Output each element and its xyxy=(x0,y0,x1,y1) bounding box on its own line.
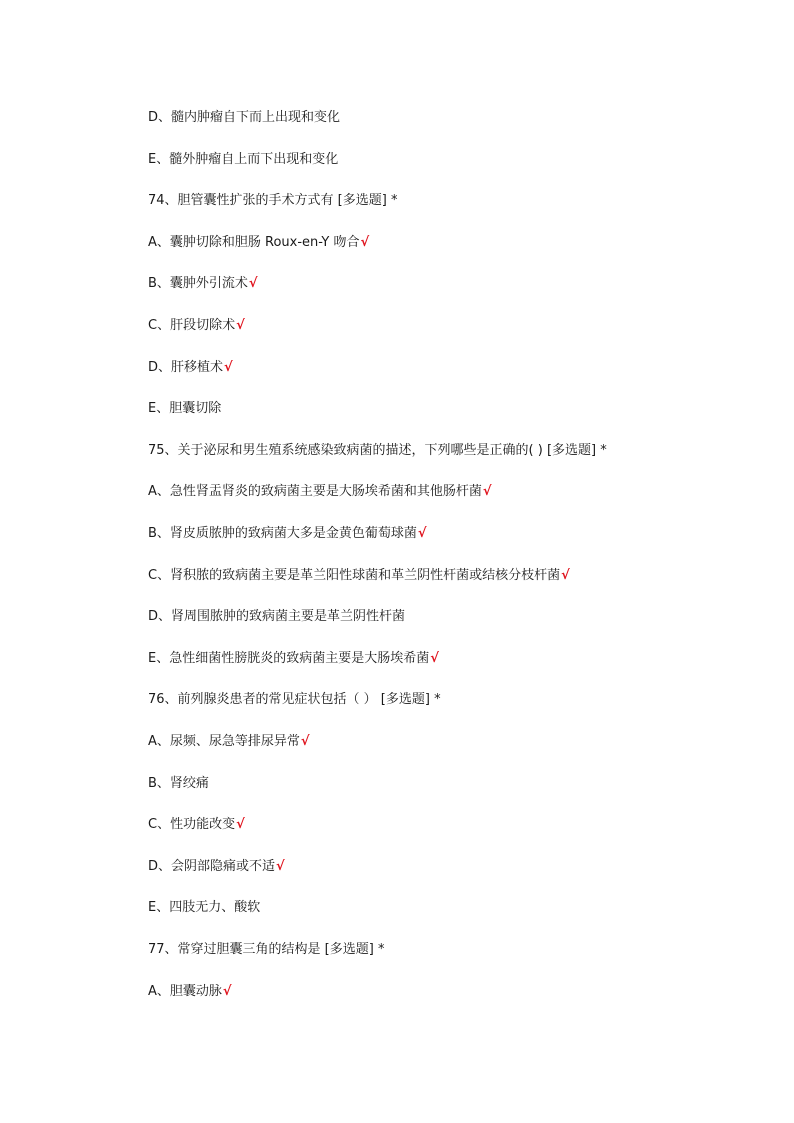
option-text: A、急性肾盂肾炎的致病菌主要是大肠埃希菌和其他肠杆菌 xyxy=(148,484,482,499)
correct-check-mark: √ xyxy=(360,235,370,250)
option-line xyxy=(148,608,406,626)
option-line xyxy=(148,983,232,1001)
correct-check-mark: √ xyxy=(276,859,285,874)
question-text: 75、关于泌尿和男生殖系统感染致病菌的描述，下列哪些是正确的( ) [多选题] * xyxy=(148,443,607,458)
correct-check-mark: √ xyxy=(417,526,427,541)
correct-check-mark: √ xyxy=(224,360,233,375)
option-line xyxy=(148,109,341,127)
option-text: D、髓内肿瘤自下而上出现和变化 xyxy=(148,110,341,125)
option-text: E、四肢无力、酸软 xyxy=(148,900,261,915)
option-text: E、急性细菌性膀胱炎的致病菌主要是大肠埃希菌 xyxy=(148,651,430,666)
correct-check-mark: √ xyxy=(222,984,232,999)
correct-check-mark: √ xyxy=(561,568,570,583)
question-title xyxy=(148,691,442,709)
correct-check-mark: √ xyxy=(236,318,245,333)
option-line xyxy=(148,275,258,293)
correct-check-mark: √ xyxy=(300,734,310,749)
correct-check-mark: √ xyxy=(482,484,492,499)
option-line xyxy=(148,775,210,793)
option-text: C、肾积脓的致病菌主要是革兰阳性球菌和革兰阴性杆菌或结核分枝杆菌 xyxy=(148,568,561,583)
option-line xyxy=(148,400,222,418)
question-text: 74、胆管囊性扩张的手术方式有 [多选题] * xyxy=(148,193,398,208)
option-text: A、胆囊动脉 xyxy=(148,984,222,999)
correct-check-mark: √ xyxy=(236,817,245,832)
option-text: E、胆囊切除 xyxy=(148,401,222,416)
option-line xyxy=(148,733,310,751)
option-line xyxy=(148,525,427,543)
question-text: 77、常穿过胆囊三角的结构是 [多选题] * xyxy=(148,942,385,957)
option-line xyxy=(148,858,285,876)
option-line xyxy=(148,567,570,585)
option-line xyxy=(148,483,492,501)
question-text: 76、前列腺炎患者的常见症状包括（ ） [多选题] * xyxy=(148,692,441,707)
option-line xyxy=(148,650,439,668)
option-text: B、肾皮质脓肿的致病菌大多是金黄色葡萄球菌 xyxy=(148,526,417,541)
option-text: A、尿频、尿急等排尿异常 xyxy=(148,734,300,749)
option-line xyxy=(148,816,245,834)
option-text: C、性功能改变 xyxy=(148,817,236,832)
option-text: D、肾周围脓肿的致病菌主要是革兰阴性杆菌 xyxy=(148,609,406,624)
question-title xyxy=(148,192,398,210)
option-text: D、会阴部隐痛或不适 xyxy=(148,859,276,874)
correct-check-mark: √ xyxy=(248,276,258,291)
question-title xyxy=(148,442,608,460)
option-line xyxy=(148,899,261,917)
option-text: C、肝段切除术 xyxy=(148,318,236,333)
option-line xyxy=(148,317,245,335)
option-line xyxy=(148,151,339,169)
option-text: B、肾绞痛 xyxy=(148,776,209,791)
option-text: D、肝移植术 xyxy=(148,360,224,375)
question-title xyxy=(148,941,385,959)
option-text: E、髓外肿瘤自上而下出现和变化 xyxy=(148,152,339,167)
option-line xyxy=(148,234,369,252)
option-line xyxy=(148,359,233,377)
option-text: B、囊肿外引流术 xyxy=(148,276,248,291)
option-text: A、囊肿切除和胆肠 Roux-en-Y 吻合 xyxy=(148,235,360,250)
correct-check-mark: √ xyxy=(430,651,439,666)
